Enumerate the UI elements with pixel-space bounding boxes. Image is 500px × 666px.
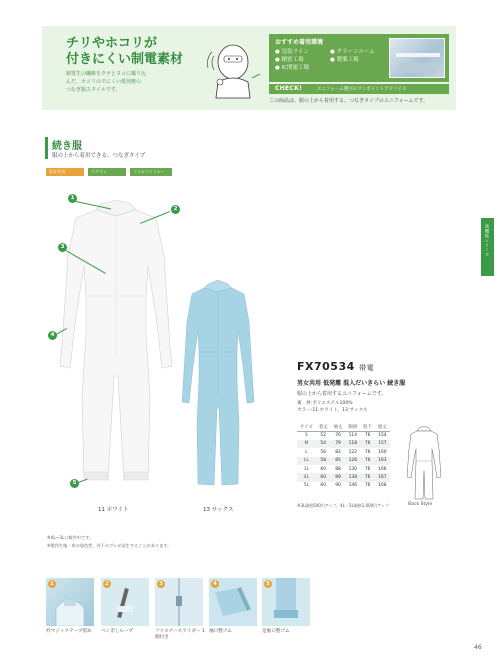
size-table-cell: 4L [297,473,316,481]
detail-number: 4 [211,580,219,588]
size-table-cell: 146 [348,483,358,489]
callout-4: 4 [48,331,57,340]
environment-title: おすすめ着用環境 [275,39,324,46]
callout-2: 2 [171,205,180,214]
environment-item: ● IC関連工場 [275,65,310,71]
size-table [297,423,390,490]
callout-5: 5 [70,479,79,488]
size-table-cell: 76 [360,440,375,448]
environment-item-label: クリーンルーム [336,49,375,55]
detail-number: 5 [264,580,272,588]
header-title-line1: チリやホコリが [66,36,158,51]
size-table-cell: M [297,440,316,448]
detail-caption: 衿マジックテープ留め [46,629,92,634]
environment-item-label: 包装ライン [281,49,309,55]
environment-item-label: IC関連工場 [281,65,310,71]
environment-item: ● 製薬工場 [330,57,359,63]
tag-unisex: 男女共用 [46,168,84,176]
section-accent-bar [45,137,48,159]
size-table-cell: 60 [316,473,331,481]
size-table-cell: 76 [360,457,375,465]
size-table-cell: 167 [375,473,390,481]
environment-item: ● 精密工場 [275,57,304,63]
size-table-cell: 60 [320,466,327,472]
header-title [66,36,216,68]
detail-photo-sleeve-cuff [209,578,257,626]
size-table-row [297,457,390,465]
size-table-cell: 76 [335,433,341,439]
section-subtitle: 服の上から着用できる、つなぎタイプ [52,153,146,159]
size-table-cell: 76 [364,449,371,455]
back-style-sketch [406,425,442,503]
series-side-tab-label: 高機能シリーズ [485,224,490,257]
check-advice: ユニフォーム選びのワンポイントアドバイス [317,87,407,92]
callout-3: 3 [58,243,67,252]
environment-item-label: 精密工場 [281,57,304,63]
size-table-row [297,431,390,439]
size-table-cell: 138 [345,473,360,481]
series-side-tab [481,218,494,276]
header-desc-line3: つなぎ服スタイルです。 [66,87,121,93]
size-table-cell: 88 [335,466,341,472]
white-suit-caption: 11 ホワイト [98,507,129,513]
size-table-header: 股下 [360,423,375,431]
blue-coverall-image [180,278,256,496]
recommended-environment-box [269,34,449,82]
size-table-cell: 60 [320,483,327,489]
size-table-cell: 166 [378,466,387,472]
page-number: 46 [474,644,482,651]
white-coverall-image [56,196,176,496]
blue-suit-caption: 13 サックス [203,507,234,513]
header-description [66,70,206,94]
size-table-cell: 76 [364,433,371,439]
size-table-header-row [297,423,390,431]
size-table-row [297,440,390,448]
product-name: 男女共用 低発塵 混入だいきらい 続き服 [297,380,406,387]
back-style-label: Back Style [408,502,433,507]
size-table-cell: 163 [375,457,390,465]
size-table-cell: 52 [320,433,327,439]
detail-photo-ankle-cuff [262,578,310,626]
cleanroom-photo [389,38,445,78]
section-title: 続き服 [52,141,82,152]
size-table-header: 着丈 [316,423,331,431]
size-table-cell: LL [297,457,316,465]
size-table-row [297,448,390,456]
environment-item-label: 製薬工場 [336,57,359,63]
detail-caption: ファスナースライダー 1個付き [155,629,205,640]
product-description: 服の上から着用するユニフォームです。 [297,391,387,397]
detail-caption: ペン差しループ [101,629,133,634]
size-table-header: 総丈 [375,423,390,431]
size-table-cell: 76 [364,483,371,489]
tag-raglan: ラグラン [88,168,126,176]
size-table-cell: 168 [378,483,387,489]
size-table-cell: 122 [348,449,358,455]
size-table-cell: 160 [378,449,387,455]
size-table-cell: 79 [331,440,346,448]
size-table-cell: 85 [331,457,346,465]
worker-character-illustration [200,38,266,100]
product-spec [297,400,368,414]
detail-photo-pen-loop [101,578,149,626]
detail-caption: 袖口整ゴム [209,629,232,634]
product-code [297,360,374,373]
environment-list [275,48,385,72]
tag-coil-zipper: コイルファスナー [130,168,172,176]
size-table-cell: 154 [378,433,387,439]
size-table-cell: 76 [364,466,371,472]
environment-item: ● 包装ライン [275,49,309,55]
product-material: 素 材:ポリエステル100% [297,401,353,406]
product-code-suffix: 帯電 [359,364,375,372]
size-table-note: ※3L価格500円アップ、4L・5L価格1,000円アップ [297,503,389,508]
check-label: CHECK! [275,85,303,92]
header-title-line2: 付きにくい制電素材 [66,52,184,67]
check-advice-bar [269,84,449,94]
detail-photo-zipper [155,578,203,626]
size-table-row [297,482,390,490]
product-code-number: FX70534 [297,360,355,373]
size-table-cell: 3L [303,466,310,472]
size-table-cell: 82 [335,449,341,455]
size-table-cell: 76 [360,473,375,481]
size-table-cell: 58 [316,457,331,465]
size-table-cell: 54 [316,440,331,448]
detail-caption: 足裾口整ゴム [262,629,290,634]
check-note: この商品は、服の上から着用する、つなぎタイプのユニフォームです。 [269,98,429,104]
footnote: ※製作生地・糸の染色性、若干のブレが発生することがあります。 [47,543,172,548]
size-table-cell: 5L [303,483,310,489]
size-table-cell: 89 [331,473,346,481]
detail-photo-collar [46,578,94,626]
size-table-cell: 157 [375,440,390,448]
size-table-row [297,465,390,473]
size-table-cell: 130 [348,466,358,472]
header-panel [42,26,456,110]
size-table-cell: S [305,433,308,439]
footnote: ※XL~3Lに数件中です。 [47,535,94,540]
size-table-row [297,473,390,481]
size-table-cell: L [305,449,308,455]
size-table-cell: 56 [320,449,327,455]
callout-1: 1 [68,194,77,203]
size-table-cell: 126 [345,457,360,465]
size-table-cell: 90 [335,483,341,489]
size-table-cell: 114 [348,433,358,439]
detail-number: 1 [48,580,56,588]
environment-item: ● クリーンルーム [330,49,375,55]
detail-number: 3 [157,580,165,588]
size-table-header: 袖丈 [331,423,346,431]
size-table-header: 胸囲 [345,423,360,431]
header-desc-line1: 制電生の繊維をタテとヨコに織り込 [66,71,147,77]
size-table-header: サイズ [297,423,316,431]
detail-number: 2 [103,580,111,588]
size-table-cell: 118 [345,440,360,448]
header-desc-line2: んだ、ホコリのでにくい低発塵の [66,79,142,85]
product-colors: カラー:11 ホワイト、13 サックス [297,408,368,413]
